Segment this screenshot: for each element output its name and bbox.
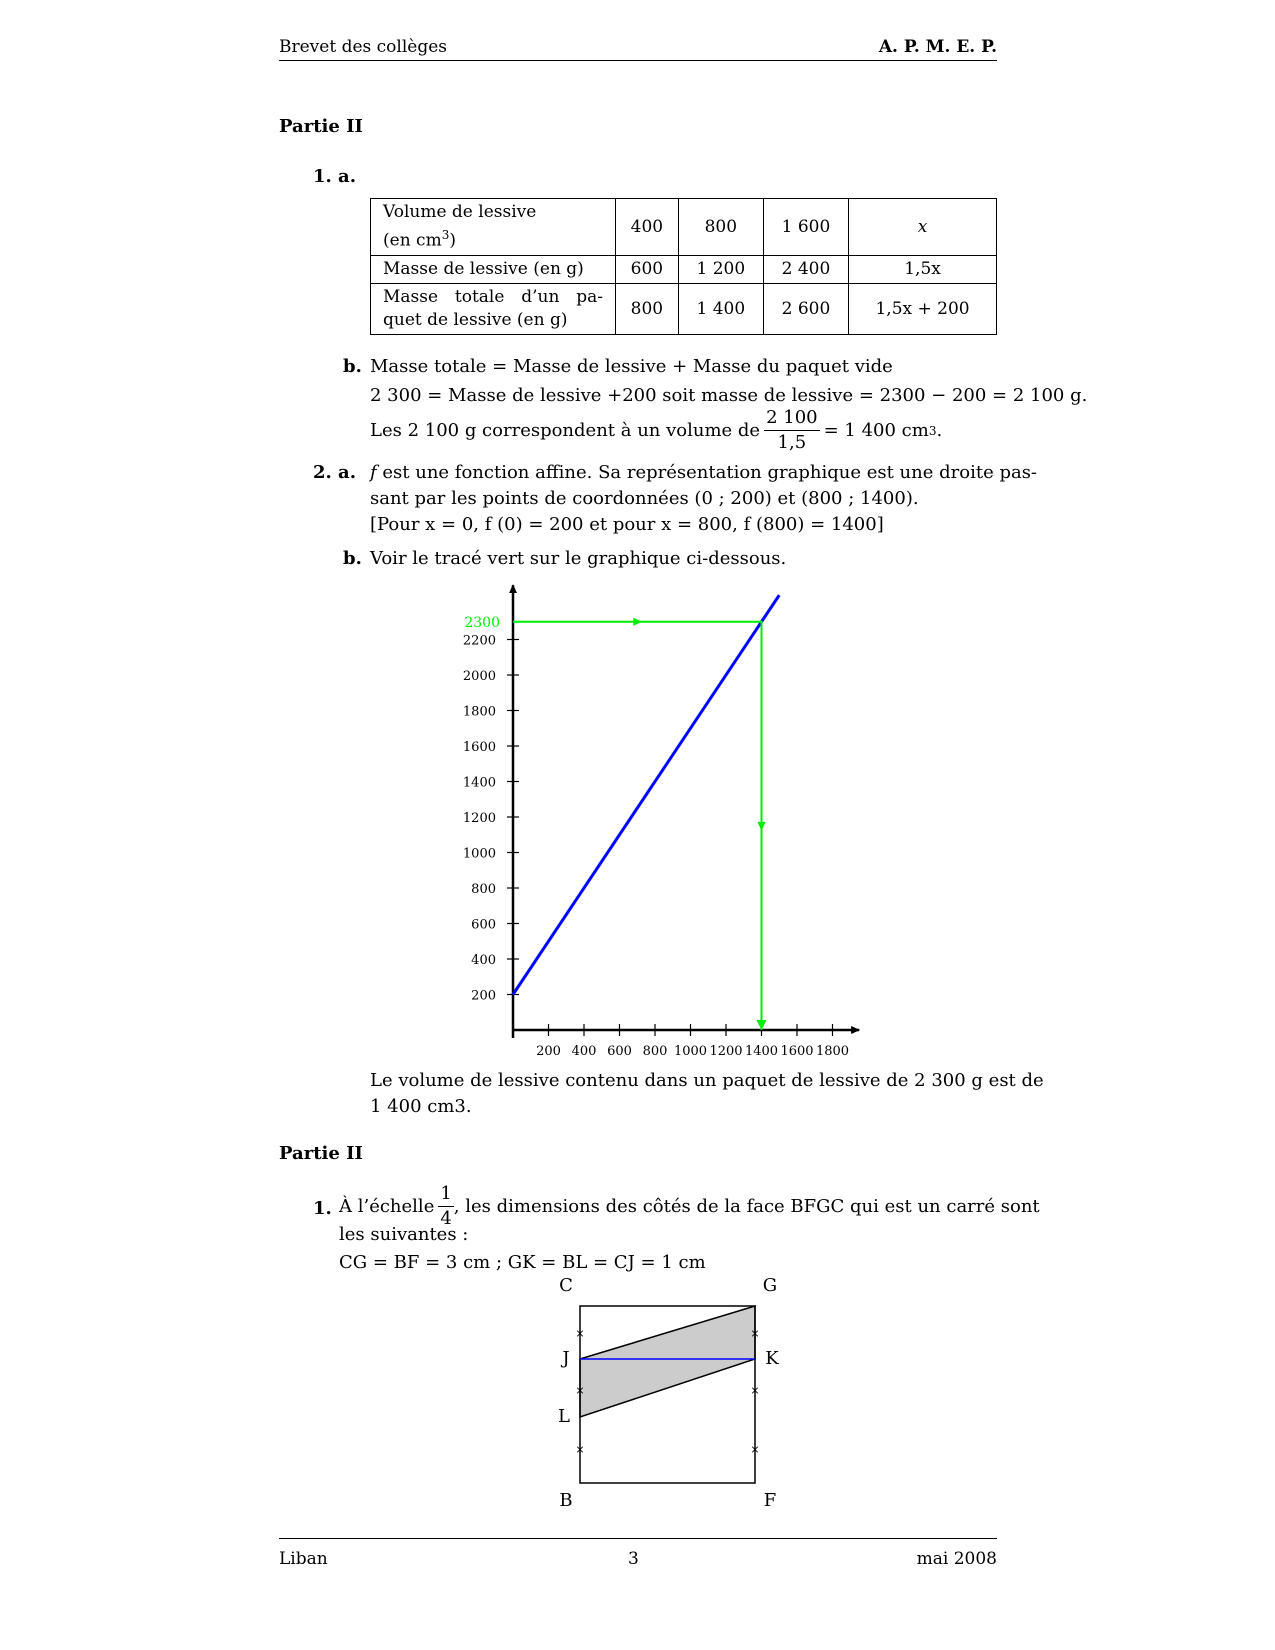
y-tick-label: 1200 — [462, 811, 496, 826]
part2-q1-line3: CG = BF = 3 cm ; GK = BL = CJ = 1 cm — [339, 1252, 706, 1273]
table-cell: 1,5x + 200 — [849, 283, 997, 334]
x-tick-label: 200 — [536, 1044, 561, 1059]
table-cell: 600 — [616, 255, 679, 283]
part2-q1-post: , les dimensions des côtés de la face BFGC qui est un carré sont — [453, 1195, 1040, 1217]
annotation-arrow — [633, 618, 642, 626]
conclusion-line1: Le volume de lessive contenu dans un paquet de lessive de 2 300 g est de — [370, 1070, 1044, 1091]
annotation-arrow — [758, 822, 766, 831]
section-title-2: Partie II — [279, 1143, 363, 1164]
q1b-line1: Masse totale = Masse de lessive + Masse du paquet vide — [370, 356, 893, 377]
table-cell: 1 600 — [763, 199, 848, 256]
table-cell: 2 400 — [763, 255, 848, 283]
q1b-line3-end: . — [936, 419, 943, 441]
footer-left: Liban — [279, 1549, 328, 1569]
label-f: F — [763, 1490, 777, 1511]
y-tick-label: 1800 — [462, 704, 496, 720]
x-tick-label: 800 — [642, 1044, 668, 1059]
part2-q1-label: 1. — [313, 1198, 332, 1219]
table-cell: 400 — [616, 199, 679, 256]
table-cell: 2 600 — [763, 283, 848, 334]
y-tick-label: 400 — [471, 953, 496, 968]
y-tick-label: 1000 — [462, 846, 496, 862]
q2a-line1-text: est une fonction affine. Sa représentation graphique est une droite pas- — [376, 462, 1038, 483]
label-l: L — [558, 1406, 570, 1427]
tick-mark: × — [750, 1327, 760, 1340]
y-tick-label: 200 — [471, 988, 496, 1004]
label-c: C — [559, 1275, 573, 1296]
total-label-line1: Masse totale d’un pa- — [383, 286, 603, 307]
label-g: G — [762, 1275, 778, 1296]
tick-mark: × — [750, 1443, 760, 1456]
x-tick-label: 1200 — [709, 1044, 743, 1059]
footer-page-number: 3 — [628, 1549, 639, 1569]
q1b-line2: 2 300 = Masse de lessive +200 soit masse de lessive = 2300 − 200 = 2 100 g. — [370, 385, 1088, 406]
volume-unit-sup: 3 — [441, 228, 450, 242]
y-tick-label: 2200 — [462, 633, 496, 649]
footer-right: mai 2008 — [916, 1549, 997, 1569]
annotation-reading-line — [513, 622, 762, 1030]
table-cell: 800 — [616, 283, 679, 334]
table-cell: 1,5x — [849, 255, 997, 283]
annotation-arrow — [757, 1020, 767, 1030]
table-cell-label: Masse de lessive (en g) — [371, 255, 616, 283]
q1b-line3-post: = 1 400 cm — [823, 419, 929, 441]
section-title-1: Partie II — [279, 116, 363, 137]
y-tick-label: 2000 — [462, 669, 496, 684]
total-label-line2: quet de lessive (en g) — [383, 309, 568, 330]
y-tick-label: 800 — [471, 882, 496, 897]
tick-mark: × — [750, 1384, 760, 1397]
table-cell: x — [849, 199, 997, 256]
footer-rule — [279, 1538, 997, 1539]
label-b: B — [559, 1490, 573, 1511]
question-1a-label: 1. a. — [313, 166, 356, 187]
q2b-text: Voir le tracé vert sur le graphique ci-dessous. — [370, 548, 787, 569]
scale-numerator: 1 — [438, 1182, 453, 1207]
label-k: K — [765, 1348, 779, 1369]
question-1b-label: b. — [343, 356, 362, 377]
tick-mark: × — [575, 1327, 585, 1340]
part2-q1-pre: À l’échelle — [339, 1195, 435, 1217]
q1b-line3-sup: 3 — [928, 424, 937, 438]
volume-unit-text: (en cm — [383, 230, 442, 251]
q2a-f: f — [370, 462, 377, 483]
table-cell: 1 200 — [678, 255, 763, 283]
question-2a-label: 2. a. — [313, 462, 356, 483]
table-cell: 1 400 — [678, 283, 763, 334]
q2a-line2: sant par les points de coordonnées (0 ; 200) et (800 ; 1400). — [370, 488, 919, 509]
q2a-line3: [Pour x = 0, f (0) = 200 et pour x = 800, f (800) = 1400] — [370, 514, 884, 535]
conclusion-line2: 1 400 cm3. — [370, 1096, 472, 1117]
series-line — [513, 595, 779, 994]
y-tick-label: 1600 — [462, 740, 496, 755]
volume-unit-close: ) — [449, 230, 456, 251]
header-right: A. P. M. E. P. — [878, 37, 997, 57]
fraction-numerator: 2 100 — [764, 406, 820, 431]
x-tick-label: 600 — [607, 1044, 632, 1059]
part2-q1-line2: les suivantes : — [339, 1224, 469, 1245]
scale-denominator: 4 — [440, 1208, 452, 1229]
tick-mark: × — [575, 1384, 585, 1397]
fraction-denominator: 1,5 — [777, 432, 807, 453]
header-left: Brevet des collèges — [279, 37, 448, 57]
q1b-line3-pre: Les 2 100 g correspondent à un volume de — [370, 419, 761, 441]
x-tick-label: 1000 — [673, 1044, 708, 1059]
annotation-label: 2300 — [464, 614, 500, 631]
square-face-figure — [530, 1270, 790, 1520]
label-j: J — [562, 1348, 570, 1369]
volume-label-text: Volume de lessive — [383, 202, 537, 222]
tick-mark: × — [575, 1443, 585, 1456]
y-tick-label: 600 — [471, 917, 496, 933]
x-tick-label: 1800 — [815, 1044, 850, 1059]
x-tick-label: 1400 — [744, 1044, 779, 1059]
x-tick-label: 400 — [571, 1044, 597, 1059]
y-tick-label: 1400 — [462, 775, 496, 791]
question-2b-label: b. — [343, 548, 362, 569]
x-tick-label: 1600 — [780, 1044, 814, 1059]
table-cell: 800 — [678, 199, 763, 256]
shaded-parallelogram — [580, 1306, 755, 1417]
